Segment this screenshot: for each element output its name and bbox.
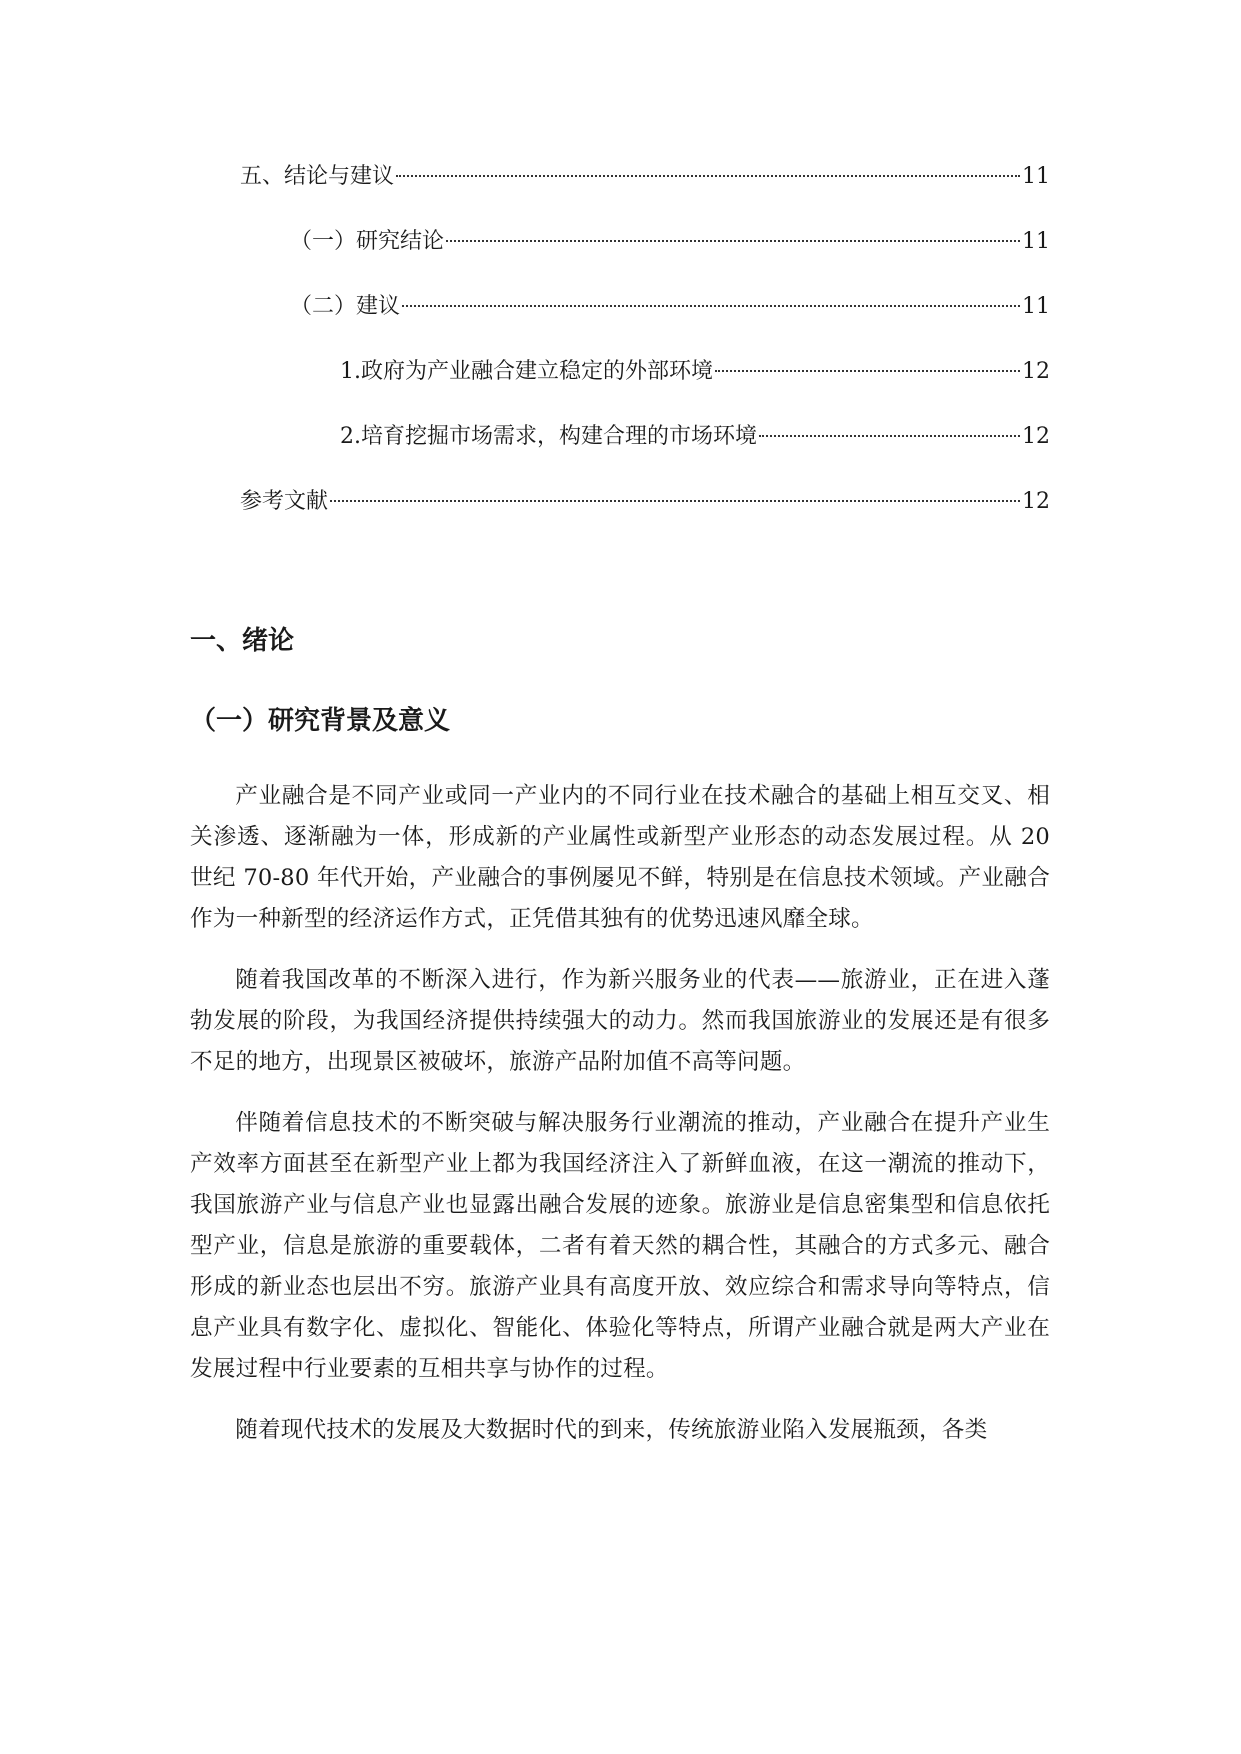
toc-entry-page: 11 <box>1022 294 1050 319</box>
paragraph: 伴随着信息技术的不断突破与解决服务行业潮流的推动，产业融合在提升产业生产效率方面甚至在新型产业上都为我国经济注入了新鲜血液，在这一潮流的推动下，我国旅游产业与信息产业也显露出融合发展的迹象。旅游业是信息密集型和信息依托型产业，信息是旅游的重要载体，二者有着天然的耦合性，其融合的方式多元、融合形成的新业态也层出不穷。旅游产业具有高度开放、效应综合和需求导向等特点，信息产业具有数字化、虚拟化、智能化、体验化等特点，所谓产业融合就是两大产业在发展过程中行业要素的互相共享与协作的过程。 <box>190 1110 1050 1382</box>
paragraph: 随着现代技术的发展及大数据时代的到来，传统旅游业陷入发展瓶颈，各类 <box>235 1417 988 1443</box>
toc-entry[interactable] <box>240 420 1050 485</box>
toc-entry-title: （一）研究结论 <box>290 229 445 254</box>
toc-dot-leader <box>330 500 1020 502</box>
section-heading: 一、绪论 <box>190 626 295 656</box>
paragraph: 产业融合是不同产业或同一产业内的不同行业在技术融合的基础上相互交叉、相关渗透、逐渐融为一体，形成新的产业属性或新型产业形态的动态发展过程。从 20 世纪 70-80 年代开始，产业融合的事例屡见不鲜，特别是在信息技术领域。产业融合作为一种新型的经济运作方式，正凭借其独有的优势迅速风靡全球。 <box>190 783 1050 932</box>
table-of-contents <box>240 160 1050 550</box>
toc-dot-leader <box>402 305 1020 307</box>
toc-entry-page: 12 <box>1022 489 1050 514</box>
toc-entry-page: 12 <box>1022 359 1050 384</box>
toc-dot-leader <box>396 175 1020 177</box>
toc-entry[interactable] <box>240 355 1050 420</box>
toc-entry-title: 1.政府为产业融合建立稳定的外部环境 <box>340 359 713 384</box>
paragraph: 随着我国改革的不断深入进行，作为新兴服务业的代表——旅游业，正在进入蓬勃发展的阶段，为我国经济提供持续强大的动力。然而我国旅游业的发展还是有很多不足的地方，出现景区被破坏，旅游产品附加值不高等问题。 <box>190 967 1050 1075</box>
toc-entry-page: 12 <box>1022 424 1050 449</box>
toc-dot-leader <box>715 370 1020 372</box>
subsection-heading: （一）研究背景及意义 <box>190 706 451 736</box>
toc-entry-title: 参考文献 <box>240 489 329 514</box>
toc-entry[interactable] <box>240 225 1050 290</box>
toc-entry[interactable] <box>240 160 1050 225</box>
toc-entry-title: （二）建议 <box>290 294 401 319</box>
toc-entry-title: 五、结论与建议 <box>240 164 395 189</box>
toc-dot-leader <box>759 435 1020 437</box>
toc-entry[interactable] <box>240 485 1050 550</box>
toc-entry-page: 11 <box>1022 164 1050 189</box>
toc-entry[interactable] <box>240 290 1050 355</box>
toc-dot-leader <box>446 240 1020 242</box>
toc-entry-title: 2.培育挖掘市场需求，构建合理的市场环境 <box>340 424 757 449</box>
toc-entry-page: 11 <box>1022 229 1050 254</box>
body-text <box>190 776 1050 1471</box>
